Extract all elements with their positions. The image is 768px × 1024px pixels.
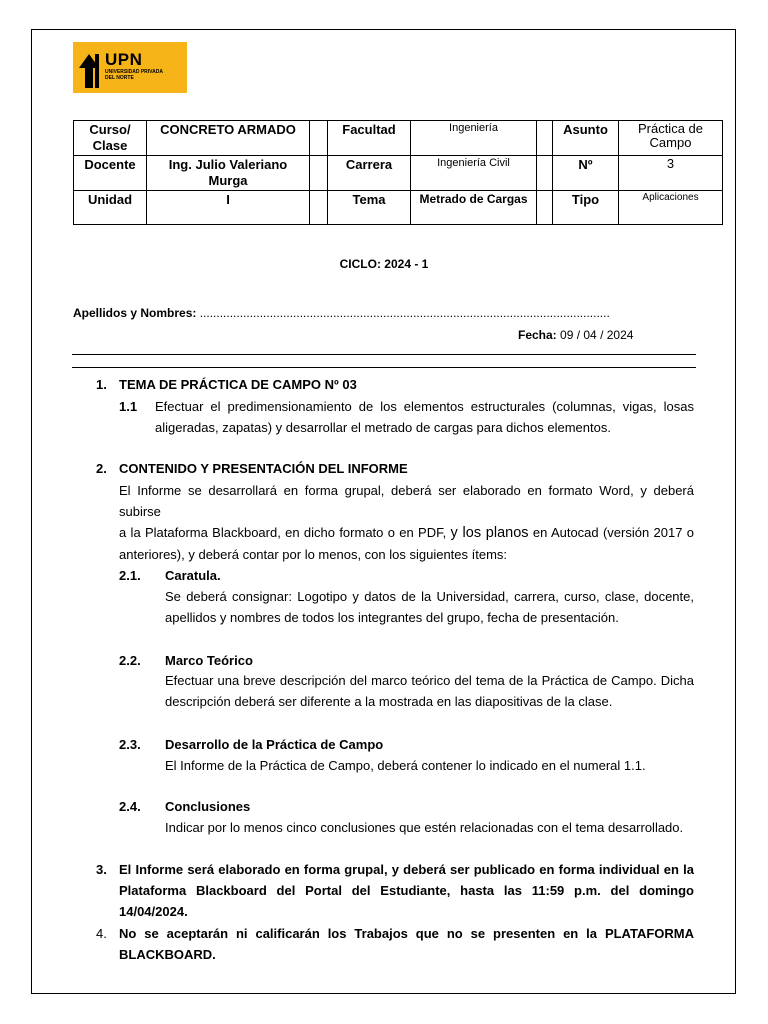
empty-cell (537, 121, 553, 156)
text-line (119, 522, 694, 544)
value-tema: Metrado de Cargas (411, 191, 537, 225)
item-text (165, 670, 694, 712)
empty-cell (310, 156, 328, 191)
value-curso: CONCRETO ARMADO (147, 121, 310, 156)
value-tipo: Aplicaciones (619, 191, 723, 225)
subsection1-text (155, 396, 694, 438)
table-row (74, 156, 723, 191)
label-docente: Docente (74, 156, 147, 191)
divider-line (72, 367, 696, 368)
value-unidad: I (147, 191, 310, 225)
section1-number: 1. (96, 377, 107, 392)
value-facultad: Ingeniería (411, 121, 537, 156)
upn-logo (73, 42, 187, 93)
item-title: Marco Teórico (165, 653, 253, 668)
item-number: 2.2. (119, 653, 141, 668)
empty-cell (310, 191, 328, 225)
text-span: en Autocad (versión 2017 o (532, 525, 694, 540)
names-line (73, 306, 610, 320)
item-title: Conclusiones (165, 799, 251, 814)
item-number: 2.1. (119, 568, 141, 583)
divider-line (72, 354, 696, 355)
text-line: El Informe se desarrollará en forma grupal, deberá ser elaborado en formato Word, y deberá subirse (119, 483, 694, 519)
text-span: y los planos (450, 525, 529, 541)
names-field[interactable]: ........................................................................................................................... (199, 306, 610, 320)
value-numero: 3 (619, 156, 723, 191)
section2-number: 2. (96, 461, 107, 476)
label-tema: Tema (328, 191, 411, 225)
text-line: No se aceptarán ni calificarán los Trabajos que no se presenten en la PLATAFORMA (119, 926, 694, 941)
label-curso: Curso/ Clase (74, 121, 147, 156)
item-number: 2.4. (119, 799, 141, 814)
text-span: a la Plataforma Blackboard, en dicho formato o en PDF, (119, 525, 447, 540)
item-text (165, 817, 694, 838)
item-title: Desarrollo de la Práctica de Campo (165, 737, 384, 752)
section1-title: TEMA DE PRÁCTICA DE CAMPO Nº 03 (119, 377, 357, 392)
text-line: El Informe de la Práctica de Campo, deberá contener lo indicado en el numeral 1.1. (165, 758, 646, 773)
value-asunto: Práctica de Campo (619, 121, 723, 156)
text-line: El Informe será elaborado en forma grupal, y deberá ser publicado en forma individual en la (119, 862, 694, 877)
value-carrera: Ingeniería Civil (411, 156, 537, 191)
fecha-value: 09 / 04 / 2024 (560, 328, 634, 342)
item-text (165, 586, 694, 628)
logo-subtitle: UNIVERSIDAD PRIVADA DEL NORTE (105, 69, 163, 81)
item-text (165, 755, 694, 776)
section2-text (119, 480, 694, 565)
text-line: descripción deberá ser diferente a la mostrada en las diapositivas de la clase. (165, 694, 613, 709)
fecha-label: Fecha: (518, 328, 557, 342)
label-tipo: Tipo (553, 191, 619, 225)
text-line: Efectuar el predimensionamiento de los elementos estructurales (columnas, vigas, losas (155, 399, 694, 414)
names-label: Apellidos y Nombres: (73, 306, 197, 320)
label-numero: Nº (553, 156, 619, 191)
label-facultad: Facultad (328, 121, 411, 156)
fecha-line (518, 328, 633, 342)
text-line: Se deberá consignar: Logotipo y datos de la Universidad, carrera, curso, clase, docente, (165, 589, 694, 604)
empty-cell (310, 121, 328, 156)
table-row (74, 121, 723, 156)
section4-text (119, 923, 694, 965)
course-info-table (73, 120, 723, 225)
text-line: aligeradas, zapatas) y desarrollar el metrado de cargas para dichos elementos. (155, 420, 611, 435)
item-number: 2.3. (119, 737, 141, 752)
text-line: Indicar por lo menos cinco conclusiones que estén relacionadas con el tema desarrollado. (165, 820, 684, 835)
section3-number: 3. (96, 862, 107, 877)
text-line: BLACKBOARD. (119, 947, 216, 962)
empty-cell (537, 191, 553, 225)
text-line: apellidos y nombres de todos los integrantes del grupo, fecha de presentación. (165, 610, 619, 625)
value-docente: Ing. Julio Valeriano Murga (147, 156, 310, 191)
label-carrera: Carrera (328, 156, 411, 191)
section2-title: CONTENIDO Y PRESENTACIÓN DEL INFORME (119, 461, 408, 476)
text-line: Efectuar una breve descripción del marco teórico del tema de la Práctica de Campo. Dicha (165, 673, 694, 688)
section3-text (119, 859, 694, 922)
text-line: Plataforma Blackboard del Portal del Estudiante, hasta las 11:59 p.m. del domingo 14/04/2024. (119, 883, 694, 919)
subsection1-number: 1.1 (119, 399, 138, 414)
empty-cell (537, 156, 553, 191)
table-row (74, 191, 723, 225)
ciclo-heading: CICLO: 2024 - 1 (339, 257, 429, 271)
section4-number: 4. (96, 926, 107, 941)
logo-brand: UPN (105, 50, 143, 69)
label-asunto: Asunto (553, 121, 619, 156)
upn-arrow-icon (73, 42, 105, 93)
item-title: Caratula. (165, 568, 221, 583)
label-unidad: Unidad (74, 191, 147, 225)
text-line: anteriores), y deberá contar por lo menos, con los siguientes ítems: (119, 547, 508, 562)
